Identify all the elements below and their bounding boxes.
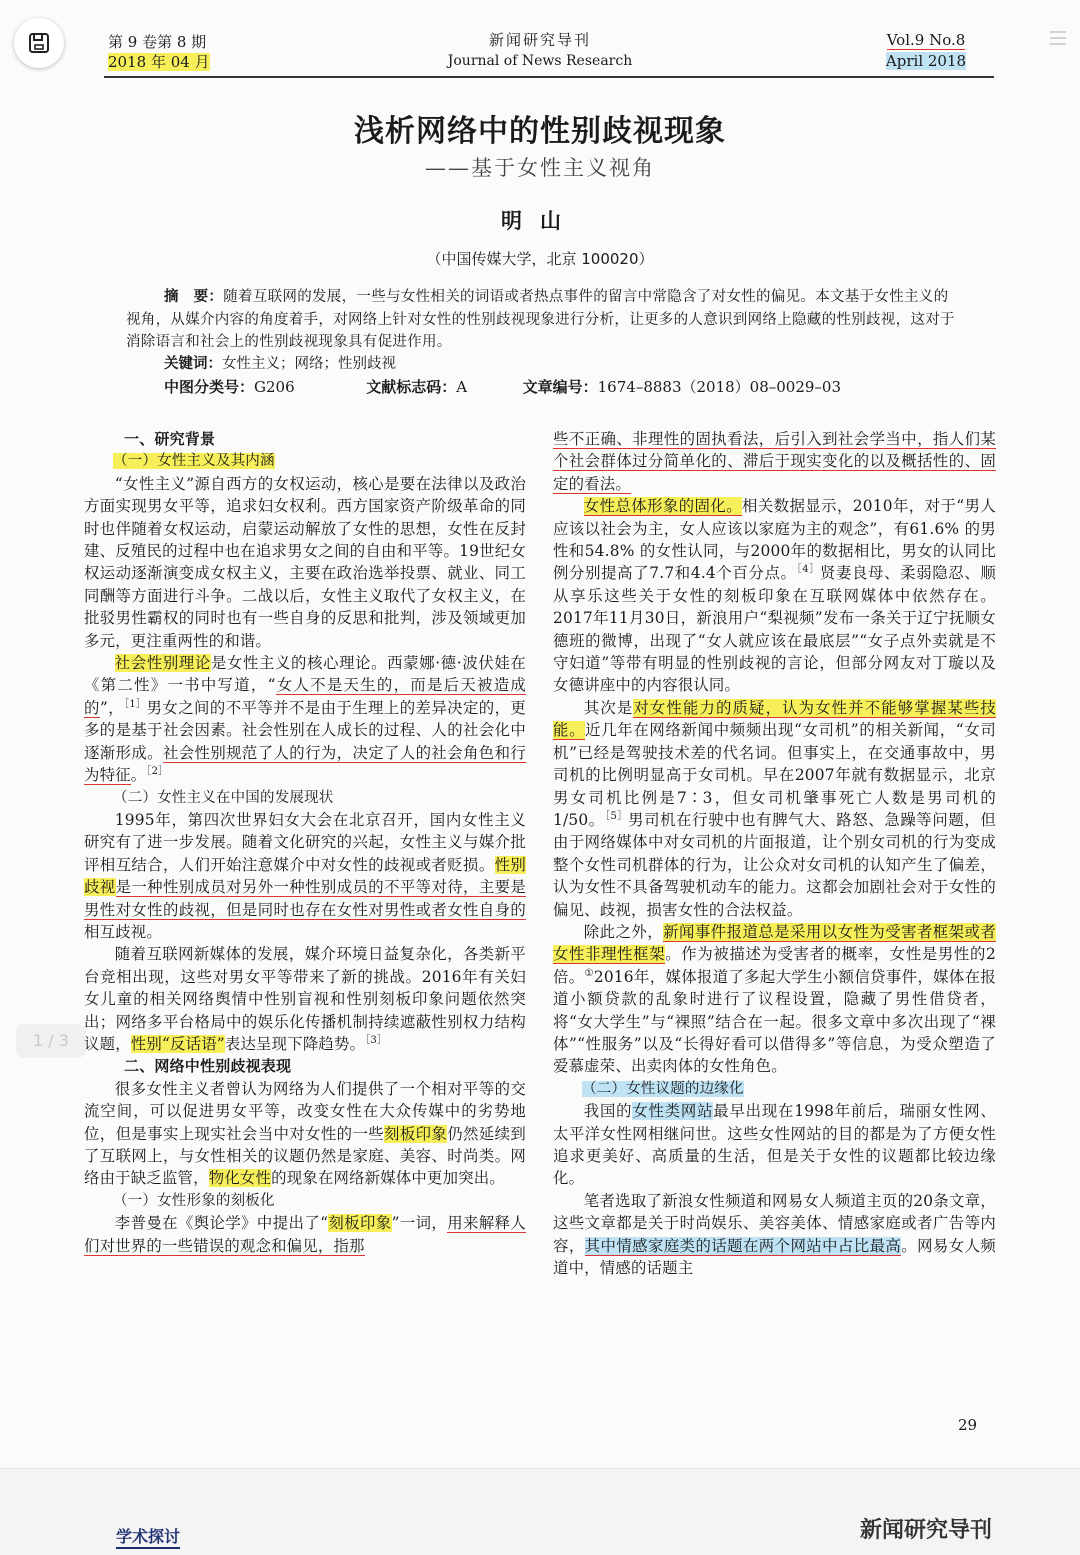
highlight: 物化女性	[208, 1169, 272, 1188]
save-icon	[27, 31, 51, 55]
heading-feminism-china: （二）女性主义在中国的发展现状	[113, 789, 334, 806]
classification-line	[164, 376, 964, 398]
header-volume-cn	[108, 32, 210, 72]
heading-discrimination-performance: 二、网络中性别歧视表现	[124, 1057, 292, 1076]
highlight: 社会性别理论	[114, 654, 211, 673]
page-indicator: 1 / 3	[16, 1024, 86, 1058]
text: 。网易女人频道中，情感的话题主	[553, 1236, 997, 1278]
text: 男司机在行驶中也有脾气大、路怒、急躁等问题，但由于网络媒体中对女司机的片面报道，让个别女司机的行为变成整个女性司机群体的行为，让公众对女司机的认知产生了偏差，认为女性不具备驾驶机动车的能力。这都会加剧社会对于女性的偏见、歧视，损害女性的合法权益。	[553, 810, 997, 919]
text: 李普曼在《舆论学》中提出了“	[114, 1214, 329, 1233]
abstract-label: 摘 要：	[164, 289, 224, 305]
paragraph	[84, 1212, 526, 1257]
doc-code-value: A	[456, 378, 468, 396]
article-no-value: 1674–8883（2018）08–0029–03	[597, 378, 842, 396]
citation: ①	[584, 967, 594, 979]
abstract	[126, 286, 956, 354]
heading-image-stereotype: （一）女性形象的刻板化	[113, 1192, 275, 1209]
text: 其次是	[583, 698, 634, 717]
highlight: 性别歧视	[84, 855, 526, 897]
highlight: 刻板印象	[328, 1214, 392, 1233]
text: 。	[130, 766, 147, 785]
paragraph	[553, 1100, 996, 1190]
highlight: 性别“反话语”	[130, 1034, 225, 1053]
text: 仍然延续到了互联网上，与女性相关的议题仍然是家庭、美容、时尚类。网络由于缺乏监管，	[84, 1124, 526, 1188]
paragraph	[553, 428, 996, 495]
clc-value: G206	[254, 378, 295, 396]
article-no-label: 文章编号：	[522, 378, 598, 396]
text: 相关数据显示，2010年，对于“男人应该以社会为主，女人应该以家庭为主的观念”，有61.6% 的男性和54.8% 的女性认同，与2000年的数据相比，男女的认同比例分别提高了7.7和4.4个百分点。	[553, 497, 996, 583]
author-affiliation: （中国传媒大学，北京 100020）	[426, 250, 654, 268]
issue-date-cn: 2018 年 04 月	[108, 53, 210, 71]
text: 最早出现在1998年前后，瑞丽女性网、太平洋女性网相继问世。这些女性网站的目的都是为了方便女性追求更美好、高质量的生活，但是关于女性的议题都比较边缘化。	[553, 1102, 996, 1188]
underline: 女人不是天生的，而是后天被造成的	[84, 676, 526, 717]
citation: ［1］	[123, 698, 147, 710]
citation: ［2］	[146, 765, 169, 777]
volume-issue-en: Vol.9 No.8	[886, 31, 966, 49]
highlight: 女性总体形象的固化。	[583, 497, 743, 516]
menu-button[interactable]	[1048, 28, 1068, 48]
paragraph	[84, 943, 526, 1055]
underline: 社会性别规范了人的行为，决定了人的社会角色和行为特征	[84, 743, 526, 785]
text: 2016年，媒体报道了多起大学生小额信贷事件，媒体在报道小额贷款的乱象时进行了议程设置，隐藏了男性借贷者，将“女大学生”与“裸照”结合在一起。很多文章中多次出现了“裸体”“性服务”以及“长得好看可以借得多”等信息，为受众塑造了爱慕虚荣、出卖肉体的女性角色。	[553, 967, 996, 1076]
text: 很多女性主义者曾认为网络为人们提供了一个相对平等的交流空间，可以促进男女平等，改变女性在大众传媒中的劣势地位，但是事实上现实社会当中对女性的一些	[84, 1079, 526, 1143]
paragraph	[84, 1078, 526, 1190]
highlight: 女性类网站	[632, 1102, 714, 1121]
underline: 是一种性别成员对另外一种性别成员的不平等对待，主要是男性对女性的歧视，但是同时也存在女性对男性或者女性自身的	[84, 878, 526, 919]
keywords	[164, 353, 954, 375]
text: 笔者选取了新浪女性频道和网易女人频道主页的20条文章，这些文章都是关于时尚娱乐、美容美体、情感家庭或者广告等内容，	[553, 1191, 996, 1255]
heading-research-background: 一、研究背景	[124, 430, 216, 448]
keywords-text: 女性主义；网络；性别歧视	[222, 356, 396, 372]
doc-code-label: 文献标志码：	[366, 378, 457, 396]
highlight: 新闻事件报道总是采用以女性为受害者框架或者女性非理性框架	[553, 922, 996, 964]
journal-name-cn: 新闻研究导刊	[488, 31, 591, 49]
citation: ［4］	[796, 564, 820, 576]
underline: 些不正确、非理性的固执看法，后引入到社会学当中，指人们某个社会群体过分简单化的、滞后于现实变化的以及概括性的、固定的看法。	[553, 430, 996, 493]
underline: 用来解释人们对世界的一些错误的观念和偏见，指那	[84, 1214, 526, 1255]
left-column	[84, 428, 526, 1257]
save-button[interactable]	[14, 18, 64, 68]
paragraph	[553, 495, 996, 697]
volume-issue-cn: 第 9 卷第 8 期	[108, 33, 207, 51]
clc-label: 中图分类号：	[164, 378, 255, 396]
paragraph: “女性主义”源自西方的女权运动，核心是要在法律以及政治方面实现男女平等，追求妇女权利。西方国家资产阶级革命的同时也伴随着女权运动，启蒙运动解放了女性的思想，女性在反封建、反殖民的过程中也在追求男女之间的自由和平等。19世纪女权运动逐渐演变成女权主义，主要在政治选举投票、就业、同工同酬等方面进行斗争。二战以后，女性主义取代了女权主义，在批驳男性霸权的同时也有一些自身的反思和批判，涉及领域更加多元，更注重两性的和谐。	[84, 474, 526, 650]
text: 除此之外，	[583, 922, 664, 941]
page-number: 29	[958, 1416, 978, 1434]
paragraph	[553, 1190, 996, 1280]
text: 。作为被描述为受害者的概率，女性是男性的2倍。	[553, 945, 996, 986]
article-subtitle: ——基于女性主义视角	[425, 156, 655, 180]
citation: ［3］	[365, 1034, 388, 1046]
text: 表达呈现下降趋势。	[224, 1034, 366, 1053]
text: 我国的	[583, 1102, 633, 1121]
text: 近几年在网络新闻中频频出现“女司机”的相关新闻，“女司机”已经是驾驶技术差的代名词。但事实上，在交通事故中，男司机的比例明显高于女司机。早在2007年就有数据显示，北京男女司机比例是7∶3，但女司机肇事死亡人数是男司机的1/50。	[553, 721, 996, 829]
heading-feminism-connotation: （一）女性主义及其内涵	[113, 453, 275, 470]
section-label: 学术探讨	[116, 1524, 180, 1549]
header-rule	[104, 76, 994, 78]
text: 1995年，第四次世界妇女大会在北京召开，国内女性主义研究有了进一步发展。随着文化研究的兴起，女性主义与媒介批评相互结合，人们开始注意媒介中对女性的歧视或者贬损。	[84, 810, 526, 874]
highlight: 刻板印象	[384, 1124, 448, 1143]
right-column	[553, 428, 996, 1279]
header-volume-en	[860, 30, 992, 72]
paragraph	[553, 697, 996, 921]
text: 是女性主义的核心理论。西蒙娜·德·波伏娃在《第二性》一书中写道，“	[84, 654, 526, 695]
journal-brand: 新闻研究导刊	[860, 1518, 993, 1543]
abstract-text: 随着互联网的发展，一些与女性相关的词语或者热点事件的留言中常隐含了对女性的偏见。本文基于女性主义的视角，从媒介内容的角度着手，对网络上针对女性的性别歧视现象进行分析，让更多的人意识到网络上隐藏的性别歧视，这对于消除语言和社会上的性别歧视现象具有促进作用。	[126, 289, 955, 350]
text: 相互歧视。	[84, 922, 162, 941]
header-journal	[400, 30, 680, 72]
keywords-label: 关键词：	[164, 356, 222, 372]
heading-topic-marginalization: （二）女性议题的边缘化	[582, 1080, 744, 1097]
article-author: 明山	[501, 208, 579, 233]
text: 随着互联网新媒体的发展，媒介环境日益复杂化，各类新平台竞相出现，这些对男女平等带来了新的挑战。2016年有关妇女儿童的相关网络舆情中性别盲视和性别刻板印象问题依然突出；网络多平台格局中的娱乐化传播机制持续遮蔽性别权力结构议题，	[84, 945, 526, 1053]
article-title: 浅析网络中的性别歧视现象	[354, 114, 726, 149]
menu-icon	[1048, 28, 1068, 48]
citation: ［5］	[604, 810, 629, 822]
text: ”一词，	[391, 1214, 448, 1233]
text: ”，	[99, 698, 124, 717]
highlight: 其中情感家庭类的话题在两个网站中占比最高	[584, 1236, 902, 1255]
journal-name-en: Journal of News Research	[447, 53, 633, 69]
issue-date-en: April 2018	[885, 52, 967, 70]
paragraph	[84, 652, 526, 786]
highlight: 对女性能力的质疑，认为女性并不能够掌握某些技能。	[553, 698, 996, 740]
paragraph	[553, 921, 996, 1078]
text: 的现象在网络新媒体中更加突出。	[271, 1169, 505, 1188]
paragraph	[84, 809, 526, 943]
text: 男女之间的不平等并不是由于生理上的差异决定的，更多的是基于社会因素。社会性别在人成长的过程、人的社会化中逐渐形成。	[84, 698, 527, 762]
text: 贤妻良母、柔弱隐忍、顺从享乐这些关于女性的刻板印象在互联网媒体中依然存在。2017年11月30日，新浪用户“梨视频”发布一条关于辽宁抚顺女德班的微博，出现了“女人就应该在最底层”“女子点外卖就是不守妇道”等带有明显的性别歧视的言论，但部分网友对丁璇以及女德讲座中的内容很认同。	[553, 564, 996, 695]
